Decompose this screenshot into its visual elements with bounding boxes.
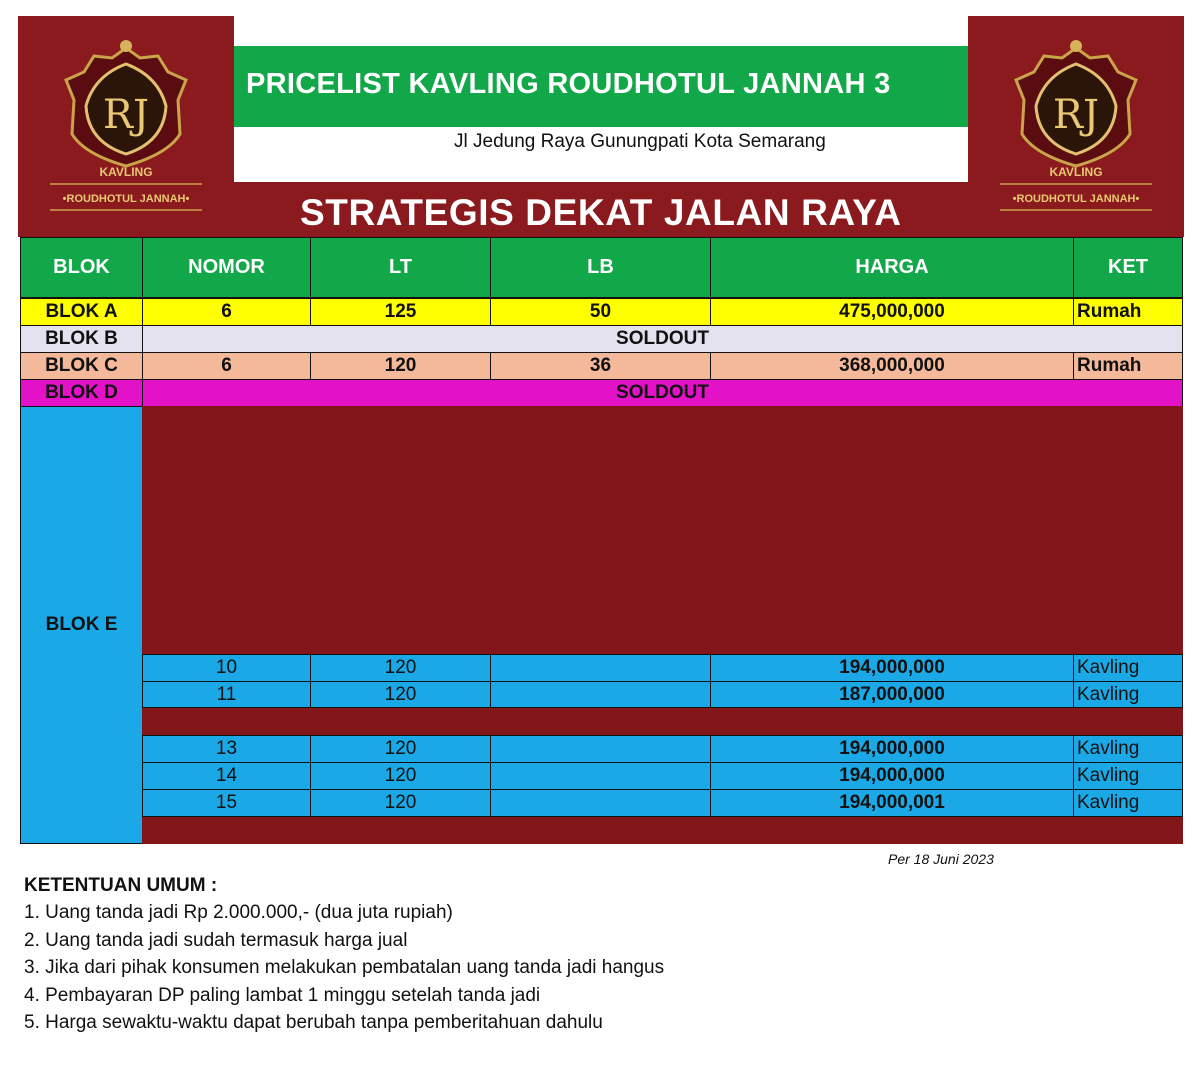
blok-c-ket: Rumah [1073,352,1183,380]
unit-lb [490,681,711,708]
svg-text:RJ: RJ [1052,92,1100,138]
blok-b-label: BLOK B [20,325,143,353]
unit-lt: 120 [310,789,491,817]
unit-lt: 120 [310,735,491,763]
rj-emblem-icon [968,16,1184,237]
svg-text:•ROUDHOTUL JANNAH•: •ROUDHOTUL JANNAH• [62,193,190,205]
unit-lb [490,735,711,763]
unit-harga: 194,000,000 [710,735,1074,763]
col-header-harga: HARGA [710,237,1074,298]
blok-c-label: BLOK C [20,352,143,380]
svg-text:•ROUDHOTUL JANNAH•: •ROUDHOTUL JANNAH• [1012,193,1140,205]
unit-nomor: 10 [142,654,311,682]
unit-nomor: 13 [142,735,311,763]
unit-nomor: 11 [142,681,311,708]
blok-d-label: BLOK D [20,379,143,407]
terms-item: 2. Uang tanda jadi sudah termasuk harga jual [24,930,408,951]
blok-c-harga: 368,000,000 [710,352,1074,380]
unit-ket: Kavling [1073,681,1183,708]
unit-harga: 194,000,001 [710,789,1074,817]
terms-heading: KETENTUAN UMUM : [24,875,218,896]
page-title: PRICELIST KAVLING ROUDHOTUL JANNAH 3 [246,68,891,100]
terms-item: 4. Pembayaran DP paling lambat 1 minggu setelah tanda jadi [24,985,541,1006]
date-note: Per 18 Juni 2023 [888,851,994,867]
blok-b-soldout: SOLDOUT [142,325,1183,353]
unit-ket: Kavling [1073,762,1183,790]
col-header-lt: LT [310,237,491,298]
unit-harga: 187,000,000 [710,681,1074,708]
blok-e-sold-row [142,707,1183,736]
col-header-blok: BLOK [20,237,143,298]
blok-a-lt: 125 [310,298,491,326]
rj-emblem-icon [18,16,234,237]
unit-ket: Kavling [1073,789,1183,817]
unit-ket: Kavling [1073,654,1183,682]
blok-c-lb: 36 [490,352,711,380]
blok-c-lt: 120 [310,352,491,380]
unit-lb [490,762,711,790]
blok-e-label: BLOK E [20,406,143,844]
unit-harga: 194,000,000 [710,762,1074,790]
unit-lt: 120 [310,762,491,790]
svg-text:KAVLING: KAVLING [99,165,153,179]
unit-lt: 120 [310,681,491,708]
terms-item: 3. Jika dari pihak konsumen melakukan pembatalan uang tanda jadi hangus [24,957,665,978]
blok-a-harga: 475,000,000 [710,298,1074,326]
blok-c-nomor: 6 [142,352,311,380]
blok-a-ket: Rumah [1073,298,1183,326]
blok-d-soldout: SOLDOUT [142,379,1183,407]
col-header-nomor: NOMOR [142,237,311,298]
unit-nomor: 14 [142,762,311,790]
logo-left [18,16,234,237]
col-header-lb: LB [490,237,711,298]
unit-ket: Kavling [1073,735,1183,763]
blok-e-sold-area [142,406,1183,654]
unit-harga: 194,000,000 [710,654,1074,682]
svg-text:RJ: RJ [102,92,150,138]
col-header-ket: KET [1073,237,1183,298]
svg-text:KAVLING: KAVLING [1049,165,1103,179]
blok-a-label: BLOK A [20,298,143,326]
blok-e-sold-row [142,816,1183,844]
unit-lt: 120 [310,654,491,682]
unit-nomor: 15 [142,789,311,817]
terms-item: 5. Harga sewaktu-waktu dapat berubah tanpa pemberitahuan dahulu [24,1012,603,1033]
terms-item: 1. Uang tanda jadi Rp 2.000.000,- (dua juta rupiah) [24,902,453,923]
address-text: Jl Jedung Raya Gunungpati Kota Semarang [454,131,826,152]
blok-a-nomor: 6 [142,298,311,326]
unit-lb [490,789,711,817]
tagline: STRATEGIS DEKAT JALAN RAYA [300,192,902,233]
logo-right [968,16,1184,237]
unit-lb [490,654,711,682]
blok-a-lb: 50 [490,298,711,326]
